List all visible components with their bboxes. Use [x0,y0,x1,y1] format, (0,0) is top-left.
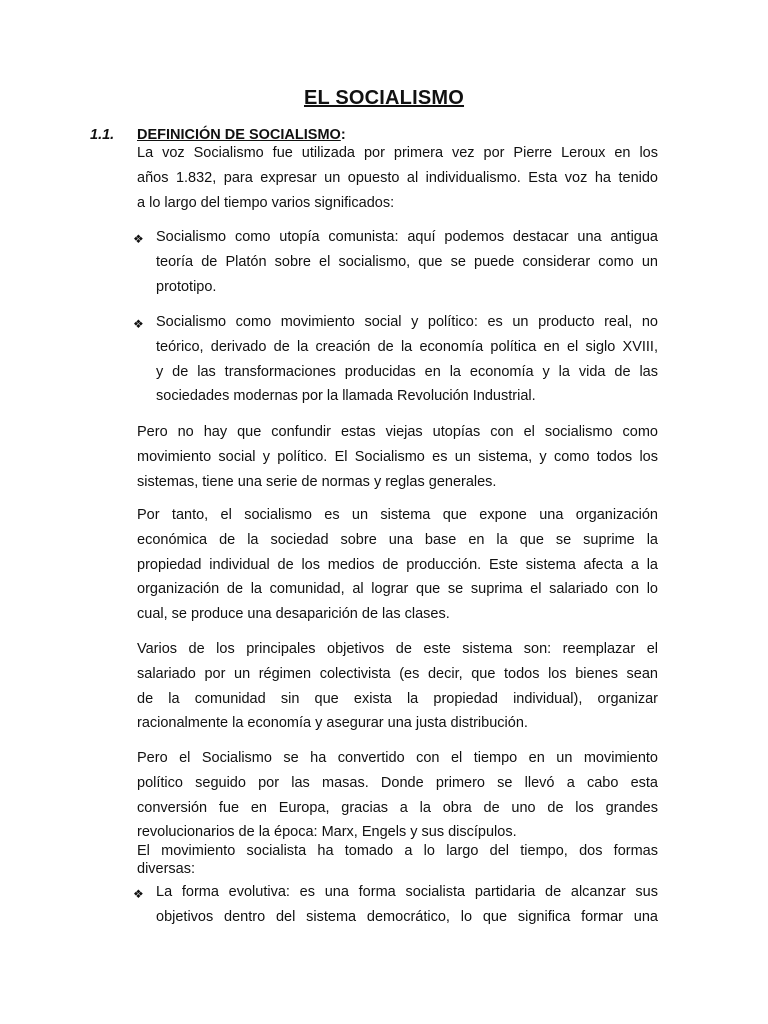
section-label-colon: : [340,127,346,143]
paragraph-line: movimiento social y político. El Socialismo es un sistema, y como todos los [137,448,658,465]
section-number: 1.1. [90,127,115,143]
forms-intro-paragraph [137,842,658,878]
paragraph-line: Varios de los principales objetivos de este sistema son: reemplazar el [137,641,658,657]
bullet-line: prototipo. [156,278,217,295]
bullet-line: Socialismo como movimiento social y político: es un producto real, no [156,314,658,330]
paragraph-line: Pero el Socialismo se ha convertido con el tiempo en un movimiento [137,750,658,766]
paragraph-line: Por tanto, el socialismo es un sistema que expone una organización [137,507,658,523]
intro-paragraph [137,141,658,215]
paragraph-line: años 1.832, para expresar un opuesto al individualismo. Esta voz ha tenido [137,169,658,186]
body-paragraph [137,420,658,494]
paragraph-line: racionalmente la economía y asegurar una justa distribución. [137,715,528,732]
paragraph-line: Pero no hay que confundir estas viejas utopías con el socialismo como [137,424,658,440]
paragraph-line: salariado por un régimen colectivista (es decir, que todos los bienes sean [137,665,658,682]
paragraph-line: revolucionarios de la época: Marx, Engels y sus discípulos. [137,824,517,841]
paragraph-line: de la comunidad sin que exista la propiedad individual), organizar [137,690,658,707]
body-paragraph [137,503,658,627]
bullet-line: sociedades modernas por la llamada Revolución Industrial. [156,388,536,405]
paragraph-line: organización de la comunidad, al lograr que se suprima el salariado con lo [137,581,658,598]
paragraph-line: conversión fue en Europa, gracias a la obra de uno de los grandes [137,799,658,816]
bullet-icon: ❖ [133,232,144,246]
bullet-item [156,225,658,299]
bullet-icon: ❖ [133,317,144,331]
paragraph-line: cual, se produce una desaparición de las clases. [137,606,450,623]
paragraph-line: a lo largo del tiempo varios significados: [137,194,395,211]
body-paragraph [137,637,658,736]
document-title: EL SOCIALISMO [303,87,465,109]
paragraph-line: económica de la sociedad sobre una base en la que se suprime la [137,531,658,548]
paragraph-line: propiedad individual de los medios de producción. Este sistema afecta a la [137,556,658,573]
body-paragraph [137,746,658,845]
bullet-line: y de las transformaciones producidas en la economía y la vida de las [156,363,658,380]
bullet-line: Socialismo como utopía comunista: aquí podemos destacar una antigua [156,229,658,245]
bullet-line: objetivos dentro del sistema democrático, lo que significa formar una [156,908,658,925]
bullet-line: teoría de Platón sobre el socialismo, que se puede considerar como un [156,253,658,270]
bullet-item [156,880,658,930]
bullet-line: teórico, derivado de la creación de la economía política en el siglo XVIII, [156,338,658,355]
bullet-line: La forma evolutiva: es una forma socialista partidaria de alcanzar sus [156,884,658,900]
bullet-icon: ❖ [133,887,144,901]
bullet-item [156,310,658,409]
paragraph-line: La voz Socialismo fue utilizada por primera vez por Pierre Leroux en los [137,145,658,161]
paragraph-line: diversas: [137,861,196,877]
paragraph-line: sistemas, tiene una serie de normas y reglas generales. [137,473,497,490]
paragraph-line: El movimiento socialista ha tomado a lo largo del tiempo, dos formas [137,843,658,859]
paragraph-line: político seguido por las masas. Donde primero se llevó a cabo esta [137,774,658,791]
section-label-text: DEFINICIÓN DE SOCIALISMO [137,127,341,143]
